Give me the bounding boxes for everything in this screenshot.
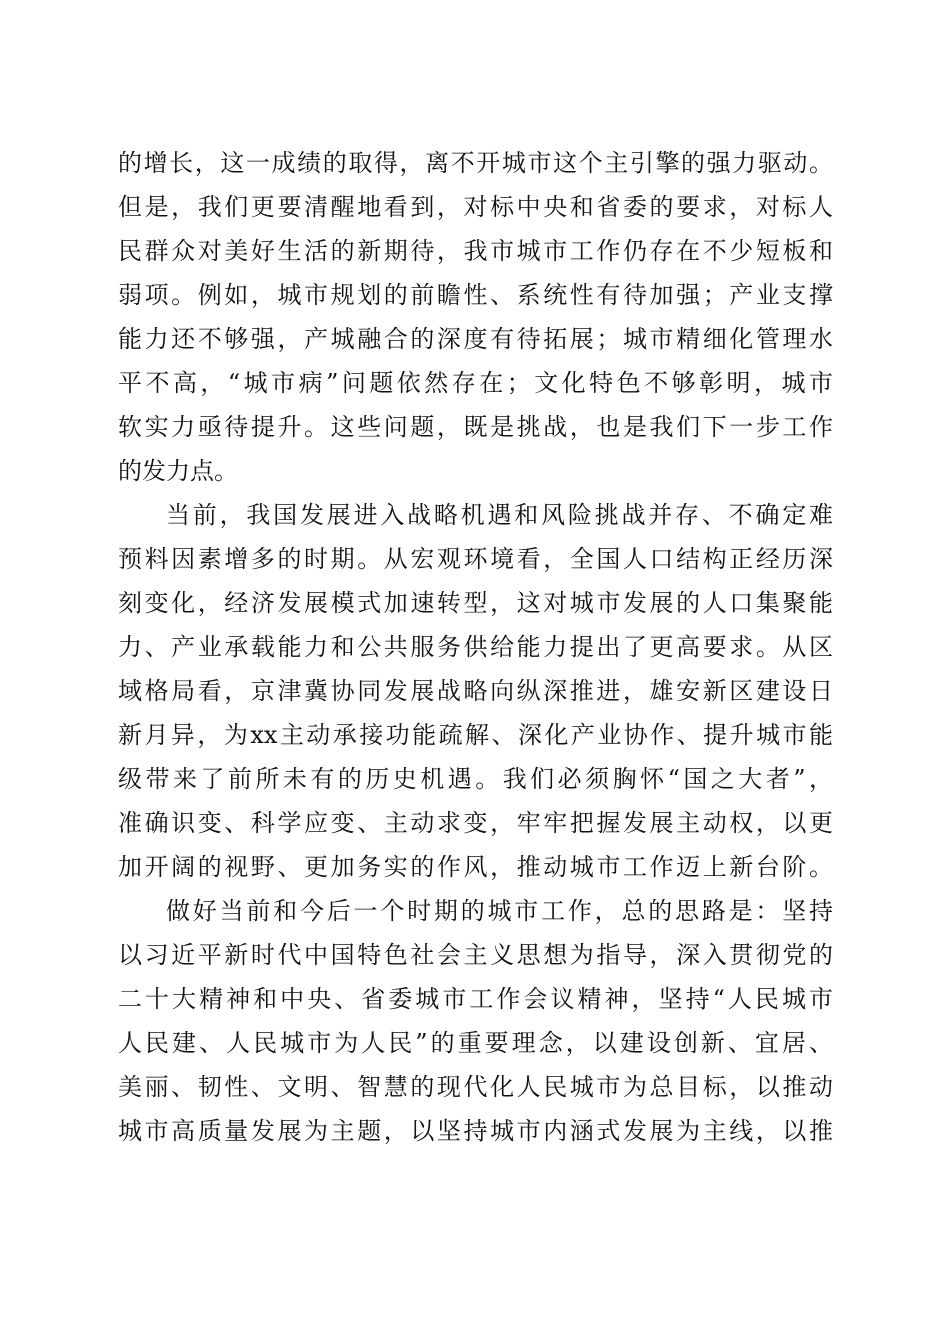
text-line: 人民建、人民城市为人民”的重要理念，以建设创新、宜居、 <box>118 1029 833 1057</box>
text-line: 软实力亟待提升。这些问题，既是挑战，也是我们下一步工作 <box>118 413 833 441</box>
text-line: 加开阔的视野、更加务实的作风，推动城市工作迈上新台阶。 <box>118 853 833 881</box>
text-line: 准确识变、科学应变、主动求变，牢牢把握发展主动权，以更 <box>118 809 833 837</box>
text-line: 弱项。例如，城市规划的前瞻性、系统性有待加强；产业支撑 <box>118 281 833 309</box>
text-line: 以习近平新时代中国特色社会主义思想为指导，深入贯彻党的 <box>118 941 833 969</box>
text-line: 力、产业承载能力和公共服务供给能力提出了更高要求。从区 <box>118 633 833 661</box>
text-line: 做好当前和今后一个时期的城市工作，总的思路是：坚持 <box>166 897 833 925</box>
text-line: 民群众对美好生活的新期待，我市城市工作仍存在不少短板和 <box>118 237 833 265</box>
text-line: 二十大精神和中央、省委城市工作会议精神，坚持“人民城市 <box>118 985 833 1013</box>
text-line: 能力还不够强，产城融合的深度有待拓展；城市精细化管理水 <box>118 325 833 353</box>
text-line: 当前，我国发展进入战略机遇和风险挑战并存、不确定难 <box>166 501 833 529</box>
text-line: 但是，我们更要清醒地看到，对标中央和省委的要求，对标人 <box>118 193 833 221</box>
text-line: 的发力点。 <box>118 457 238 485</box>
text-line: 的增长，这一成绩的取得，离不开城市这个主引擎的强力驱动。 <box>118 149 833 177</box>
text-line: 刻变化，经济发展模式加速转型，这对城市发展的人口集聚能 <box>118 589 833 617</box>
text-line: 预料因素增多的时期。从宏观环境看，全国人口结构正经历深 <box>118 545 833 573</box>
text-line: 新月异，为xx主动承接功能疏解、深化产业协作、提升城市能 <box>118 721 833 749</box>
text-line: 域格局看，京津冀协同发展战略向纵深推进，雄安新区建设日 <box>118 677 833 705</box>
text-line: 美丽、韧性、文明、智慧的现代化人民城市为总目标，以推动 <box>118 1073 833 1101</box>
text-line: 城市高质量发展为主题，以坚持城市内涵式发展为主线，以推 <box>118 1117 833 1145</box>
text-line: 平不高，“城市病”问题依然存在；文化特色不够彰明，城市 <box>118 369 833 397</box>
text-line: 级带来了前所未有的历史机遇。我们必须胸怀“国之大者”， <box>118 765 833 793</box>
